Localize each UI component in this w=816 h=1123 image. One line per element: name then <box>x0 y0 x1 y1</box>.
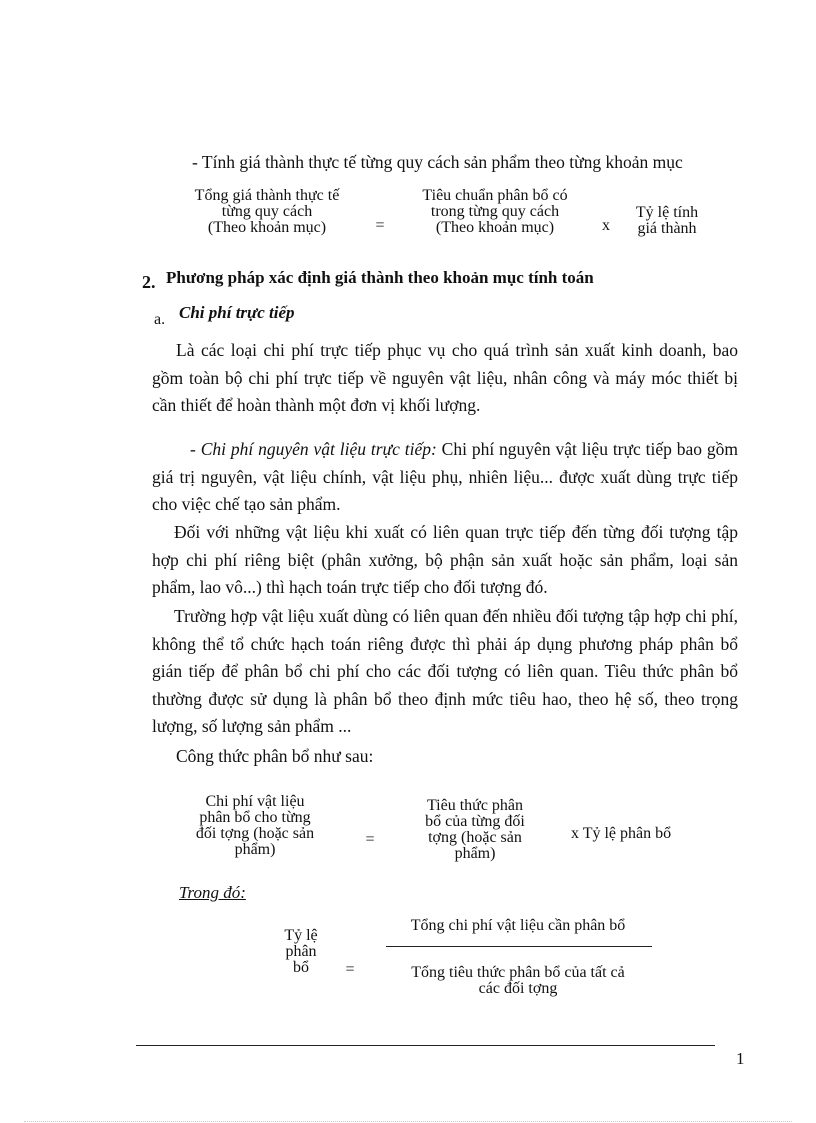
formula3-left-line: phân <box>285 943 317 960</box>
paragraph-indirect-allocation: Trường hợp vật liệu xuất dùng có liên quan đến nhiều đối tượng tập hợp chi phí, không thể tổ chức hạch toán riêng được thì phải áp dụng phương pháp phân bổ gián tiếp để phân bổ chi phí cho các đối tượng có liên quan. Tiêu thức phân bổ thường được sử dụng là phân bổ theo định mức tiêu hao, theo hệ số, theo trọng lượng, số lượng sản phẩm ... <box>152 606 738 736</box>
formula1-left <box>172 188 362 236</box>
formula1-left-line: Tổng giá thành thực tế <box>194 187 340 204</box>
formula3-denominator-line: Tổng tiêu thức phân bổ của tất cả <box>411 964 625 981</box>
subsection-letter: a. <box>154 311 166 328</box>
formula1-right <box>622 205 712 237</box>
trong-do-label: Trong đó: <box>179 883 246 902</box>
bullet-line: - Tính giá thành thực tế từng quy cách sản phẩm theo từng khoản mục <box>192 152 683 172</box>
paragraph-material-costs <box>152 436 738 519</box>
formula1-times: x <box>602 217 610 234</box>
formula3-left <box>272 928 330 976</box>
formula1-right-line: Tỷ lệ tính <box>635 204 699 221</box>
formula2-left <box>172 794 338 858</box>
formula3-denominator-line: các đối tợng <box>478 980 558 997</box>
formula3-denominator <box>384 965 652 997</box>
material-costs-label: - Chi phí nguyên vật liệu trực tiếp: <box>190 439 437 459</box>
formula2-middle <box>404 798 546 862</box>
formula2-middle-line: phẩm) <box>454 845 496 862</box>
footer-rule <box>136 1045 715 1046</box>
formula1-middle-line: trong từng quy cách <box>430 203 560 220</box>
paragraph-direct-costs: Là các loại chi phí trực tiếp phục vụ cho quá trình sản xuất kinh doanh, bao gồm toàn bộ chi phí trực tiếp về nguyên vật liệu, nhân công và máy móc thiết bị cần thiết để hoàn thành một đơn vị khối lượng. <box>152 340 738 415</box>
formula3-left-line: Tỷ lệ <box>284 927 318 944</box>
formula2-middle-line: tợng (hoặc sản <box>428 829 522 846</box>
formula1-middle-line: Tiêu chuẩn phân bổ có <box>422 187 568 204</box>
formula1-right-line: giá thành <box>637 220 697 237</box>
section-title: Phương pháp xác định giá thành theo khoản mục tính toán <box>166 268 594 287</box>
formula2-left-line: phân bổ cho từng <box>199 809 311 826</box>
paragraph-direct-allocation: Đối với những vật liệu khi xuất có liên quan trực tiếp đến từng đối tượng tập hợp chi phí riêng biệt (phân xưởng, bộ phận sản xuất hoặc sản phẩm, loại sản phẩm, lao vô...) thì hạch toán trực tiếp cho đối tượng đó. <box>152 522 738 597</box>
formula-intro: Công thức phân bổ như sau: <box>176 746 374 766</box>
formula2-left-line: Chi phí vật liệu <box>205 793 305 810</box>
formula1-middle-line: (Theo khoản mục) <box>435 219 555 236</box>
material-costs-text: Chi phí nguyên vật liệu trực tiếp bao gồm giá trị nguyên, vật liệu chính, vật liệu phụ, nhiên liệu... được xuất dùng trực tiếp cho việc chế tạo sản phẩm. <box>152 439 738 514</box>
formula1-left-line: từng quy cách <box>221 203 313 220</box>
fraction-bar <box>386 946 652 947</box>
formula2-left-line: phẩm) <box>234 841 276 858</box>
section-number: 2. <box>142 272 156 292</box>
formula2-left-line: đối tợng (hoặc sản <box>195 825 315 842</box>
formula2-middle-line: Tiêu thức phân <box>426 797 524 814</box>
formula3-equals: = <box>345 961 355 978</box>
formula1-middle <box>400 188 590 236</box>
formula2-equals: = <box>365 831 375 848</box>
page-edge-divider <box>24 1121 792 1122</box>
formula2-middle-line: bổ của từng đối <box>425 813 525 830</box>
subsection-title: Chi phí trực tiếp <box>179 303 295 322</box>
formula3-left-line: bổ <box>293 959 309 976</box>
formula1-left-line: (Theo khoản mục) <box>207 219 327 236</box>
formula2-right: x Tỷ lệ phân bổ <box>571 825 672 842</box>
formula3-numerator: Tổng chi phí vật liệu cần phân bổ <box>410 917 626 934</box>
page-number: 1 <box>736 1049 745 1068</box>
formula1-equals: = <box>375 217 385 234</box>
